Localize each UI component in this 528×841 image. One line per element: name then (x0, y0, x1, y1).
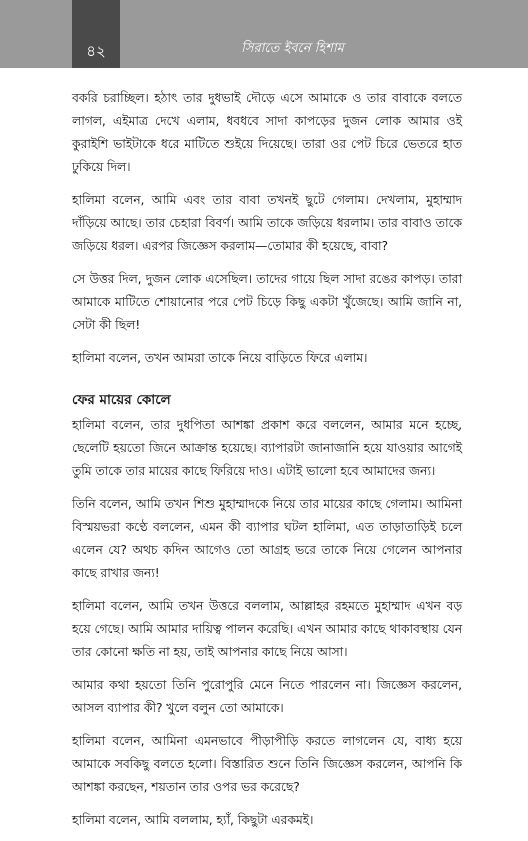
running-title: সিরাতে ইবনে হিশাম (241, 41, 344, 56)
paragraph-5: হালিমা বলেন, তার দুধপিতা আশঙ্কা প্রকাশ করে বললেন, আমার মনে হচ্ছে, ছেলেটি হয়তো জিনে আক্রান্ত হয়েছে। ব্যাপারটা জানাজানি হয়ে যাওয়ার আগেই তুমি তাকে তার মায়ের কাছে ফিরিয়ে দাও। এটাই ভালো হবে আমাদের জন্য। (72, 417, 462, 478)
paragraph-1: বকরি চরাচ্ছিল। হঠাৎ তার দুধভাই দৌড়ে এসে আমাকে ও তার বাবাকে বলতে লাগল, এইমাত্র দেখে এলাম, ধবধবে সাদা কাপড়ের দুজন লোক আমার ওই কুরাইশি ভাইটাকে ধরে মাটিতে শুইয়ে দিয়েছে। তারা ওর পেট চিরে ভেতরে হাত ঢুকিয়ে দিল। (72, 90, 462, 174)
paragraph-3: সে উত্তর দিল, দুজন লোক এসেছিল। তাদের গায়ে ছিল সাদা রঙের কাপড়। তারা আমাকে মাটিতে শোয়ানোর পরে পেট চিড়ে কিছু একটা খুঁজেছে। আমি জানি না, সেটা কী ছিল! (72, 271, 462, 332)
page-body (72, 86, 462, 841)
paragraph-6: তিনি বলেন, আমি তখন শিশু মুহাম্মাদকে নিয়ে তার মায়ের কাছে গেলাম। আমিনা বিস্ময়ভরা কণ্ঠে বললেন, এমন কী ব্যাপার ঘটল হালিমা, এত তাড়াতাড়িই চলে এলেন যে? অথচ কদিন আগেও তো আগ্রহ ভরে তাকে নিয়ে গেলেন আপনার কাছে রাখার জন্য! (72, 496, 462, 580)
paragraph-10: হালিমা বলেন, আমি বললাম, হ্যাঁ, কিছুটা এরকমই। (72, 812, 314, 827)
paragraph-4: হালিমা বলেন, তখন আমরা তাকে নিয়ে বাড়িতে ফিরে এলাম। (72, 350, 368, 365)
paragraph-7: হালিমা বলেন, আমি তখন উত্তরে বললাম, আল্লাহর রহমতে মুহাম্মাদ এখন বড় হয়ে গেছে। আমি আমার দায়িত্ব পালন করেছি। এখন আমার কাছে থাকাবস্থায় যেন তার কোনো ক্ষতি না হয়, তাই আপনার কাছে নিয়ে আসা। (72, 598, 462, 659)
page-number: ৪২ (86, 42, 106, 60)
paragraph-9: হালিমা বলেন, আমিনা এমনভাবে পীড়াপীড়ি করতে লাগলেন যে, বাধ্য হয়ে আমাকে সবকিছু বলতে হলো। বিস্তারিত শুনে তিনি জিজ্ঞেস করলেন, আপনি কি আশঙ্কা করছেন, শয়তান তার ওপর ভর করেছে? (72, 733, 462, 794)
paragraph-8: আমার কথা হয়তো তিনি পুরোপুরি মেনে নিতে পারলেন না। জিজ্ঞেস করলেন, আসল ব্যাপার কী? খুলে বলুন তো আমাকে। (72, 677, 462, 715)
section-heading: ফের মায়ের কোলে (72, 392, 171, 408)
paragraph-2: হালিমা বলেন, আমি এবং তার বাবা তখনই ছুটে গেলাম। দেখলাম, মুহাম্মাদ দাঁড়িয়ে আছে। তার চেহারা বিবর্ণ। আমি তাকে জড়িয়ে ধরলাম। তার বাবাও তাকে জড়িয়ে ধরল। এরপর জিজ্ঞেস করলাম—তোমার কী হয়েছে, বাবা? (72, 192, 462, 253)
